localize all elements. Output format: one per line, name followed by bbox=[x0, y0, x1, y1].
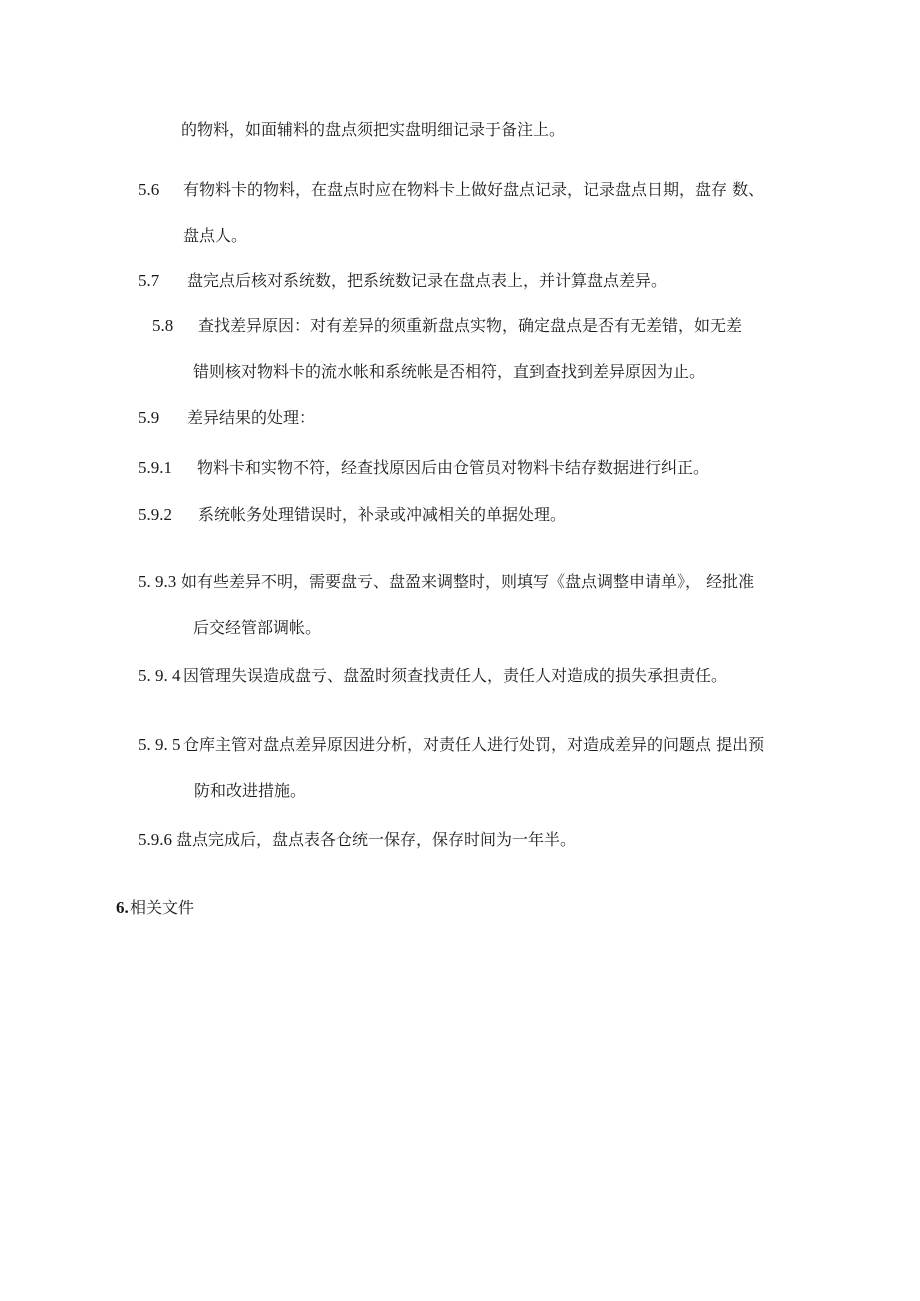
clause-number: 5. 9. 4 bbox=[138, 666, 181, 685]
clause-5-9-2 bbox=[138, 505, 566, 525]
clause-number: 5.9.6 bbox=[138, 830, 172, 849]
clause-5-9-6 bbox=[138, 830, 576, 850]
clause-number: 5. 9.3 bbox=[138, 572, 177, 591]
clause-5-6 bbox=[138, 180, 764, 200]
paragraph-text: 仓库主管对盘点差异原因进分析，对责任人进行处罚，对造成差异的问题点 提出预 bbox=[183, 735, 765, 754]
clause-5-9-5-continuation bbox=[194, 781, 306, 801]
clause-number: 5. 9. 5 bbox=[138, 735, 181, 754]
clause-5-8 bbox=[152, 316, 742, 336]
clause-number: 5.8 bbox=[152, 316, 174, 335]
paragraph-text: 的物料，如面辅料的盘点须把实盘明细记录于备注上。 bbox=[181, 120, 566, 139]
clause-number: 5.9 bbox=[138, 408, 160, 427]
paragraph-text: 如有些差异不明，需要盘亏、盘盈来调整时，则填写《盘点调整申请单》， 经批准 bbox=[181, 572, 755, 591]
paragraph-text: 物料卡和实物不符，经查找原因后由仓管员对物料卡结存数据进行纠正。 bbox=[197, 458, 710, 477]
paragraph-text: 盘点完成后，盘点表各仓统一保存，保存时间为一年半。 bbox=[176, 830, 577, 849]
paragraph-text: 系统帐务处理错误时，补录或冲减相关的单据处理。 bbox=[198, 505, 567, 524]
section-number: 6. bbox=[116, 898, 129, 917]
paragraph-text: 后交经管部调帐。 bbox=[193, 618, 322, 637]
paragraph-text: 防和改进措施。 bbox=[194, 781, 307, 800]
clause-number: 5.9.1 bbox=[138, 458, 172, 477]
clause-5-9-3 bbox=[138, 572, 754, 592]
paragraph-text: 有物料卡的物料，在盘点时应在物料卡上做好盘点记录，记录盘点日期，盘存 数、 bbox=[183, 180, 765, 199]
section-6-heading bbox=[116, 898, 194, 918]
clause-5-9-3-continuation bbox=[193, 618, 321, 638]
clause-5-9 bbox=[138, 408, 315, 428]
clause-number: 5.6 bbox=[138, 180, 160, 199]
clause-5-5-continuation bbox=[181, 120, 565, 140]
paragraph-text: 盘点人。 bbox=[183, 226, 248, 245]
clause-5-6-continuation bbox=[183, 226, 247, 246]
clause-5-9-5 bbox=[138, 735, 764, 755]
paragraph-text: 盘完点后核对系统数，把系统数记录在盘点表上，并计算盘点差异。 bbox=[187, 271, 668, 290]
paragraph-text: 差异结果的处理： bbox=[187, 408, 316, 427]
paragraph-text: 查找差异原因：对有差异的须重新盘点实物，确定盘点是否有无差错，如无差 bbox=[198, 316, 743, 335]
paragraph-text: 错则核对物料卡的流水帐和系统帐是否相符，直到查找到差异原因为止。 bbox=[193, 362, 706, 381]
section-title: 相关文件 bbox=[130, 898, 195, 917]
paragraph-text: 因管理失误造成盘亏、盘盈时须查找责任人，责任人对造成的损失承担责任。 bbox=[183, 666, 728, 685]
clause-5-8-continuation bbox=[193, 362, 705, 382]
clause-number: 5.7 bbox=[138, 271, 160, 290]
clause-5-9-4 bbox=[138, 666, 727, 686]
clause-number: 5.9.2 bbox=[138, 505, 172, 524]
clause-5-7 bbox=[138, 271, 667, 291]
clause-5-9-1 bbox=[138, 458, 709, 478]
